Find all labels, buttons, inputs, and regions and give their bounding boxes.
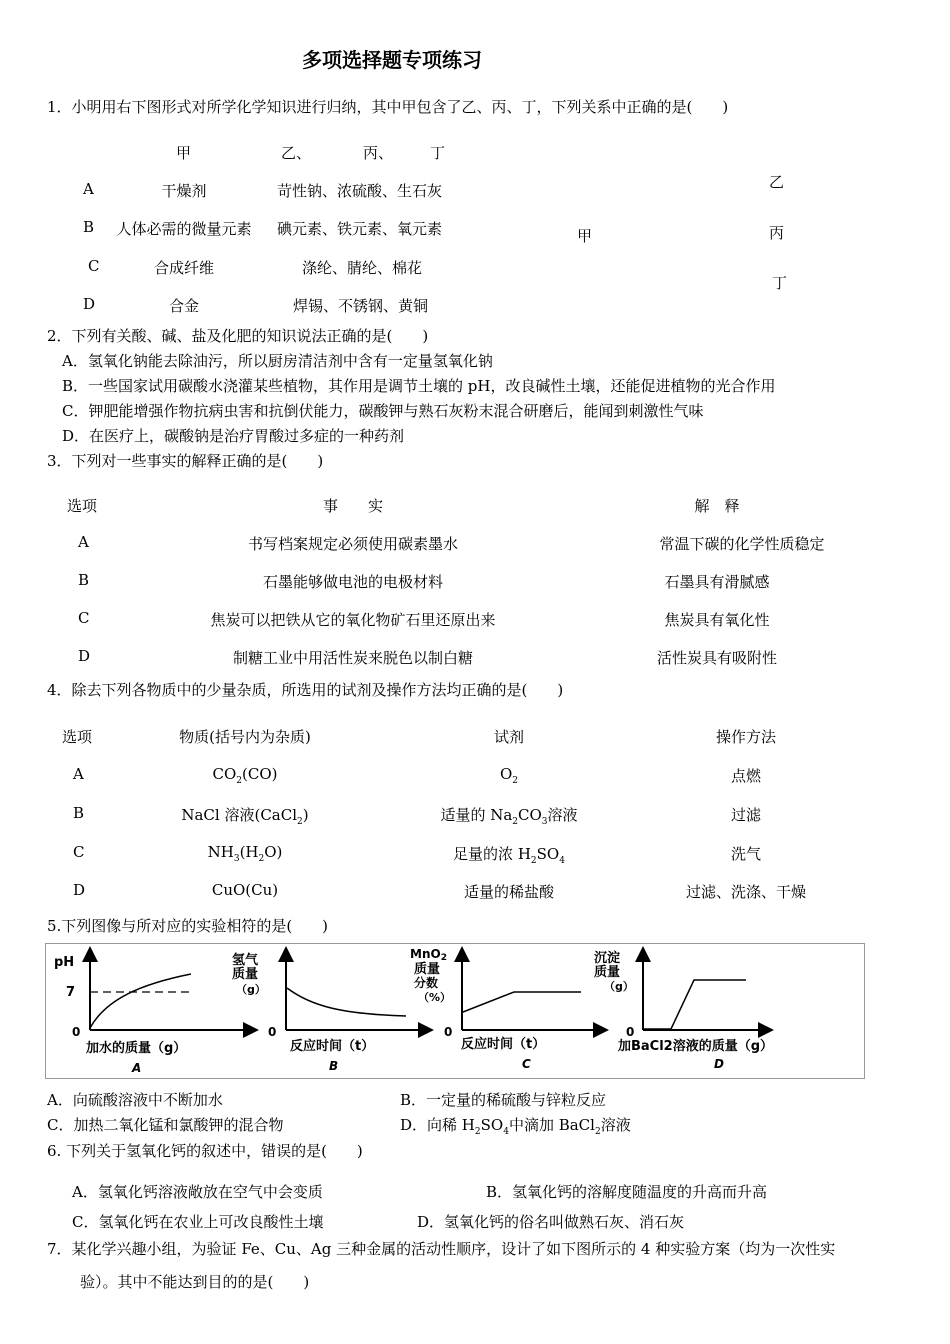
graph-d-curve (644, 980, 746, 1029)
graph-b-letter: B (329, 1059, 339, 1073)
q4-row-d-reagent: 适量的稀盐酸 (463, 883, 555, 901)
q1-row-b-jia: 人体必需的微量元素 (116, 220, 252, 238)
q3-row-d-fact: 制糖工业中用活性炭来脱色以制白糖 (232, 649, 474, 667)
q3-header-option: 选项 (67, 497, 98, 515)
q1-row-c-opt: C (88, 257, 100, 275)
q4-row-b-opt: B (73, 804, 85, 822)
q6-option-b: B．氢氧化钙的溶解度随温度的升高而升高 (486, 1183, 768, 1201)
graph-c-letter: C (522, 1057, 531, 1071)
graph-b-ylabel-2: 质量 (232, 967, 259, 982)
q1-diagram-bing: 丙 (769, 224, 785, 242)
q3-row-b-reason: 石墨具有滑腻感 (664, 573, 770, 591)
q6-stem: 6. 下列关于氢氧化钙的叙述中，错误的是( ) (47, 1142, 363, 1160)
q1-row-a-rest: 苛性钠、浓硫酸、生石灰 (277, 182, 443, 200)
graph-c-ylabel-4: （%） (418, 991, 452, 1004)
q2-option-b: B．一些国家试用碳酸水浇灌某些植物，其作用是调节土壤的 pH，改良碱性土壤，还能促进植物的光合作用 (62, 377, 776, 395)
graph-b-ylabel-1: 氢气 (232, 953, 259, 968)
q1-row-c-rest: 涤纶、腈纶、棉花 (302, 259, 423, 277)
q5-option-c: C．加热二氧化锰和氯酸钾的混合物 (47, 1116, 284, 1134)
q4-row-d-method: 过滤、洗涤、干燥 (685, 883, 807, 901)
q1-row-a-opt: A (83, 180, 94, 198)
q3-row-c-fact: 焦炭可以把铁从它的氧化物矿石里还原出来 (210, 611, 496, 629)
graph-d-letter: D (714, 1057, 724, 1071)
graph-d-xlabel: 加BaCl2溶液的质量（g） (618, 1039, 774, 1054)
q5-stem: 5.下列图像与所对应的实验相符的是( ) (47, 917, 329, 935)
q1-row-d-jia: 合金 (168, 297, 200, 315)
graph-d-ylabel-2: 质量 (594, 965, 621, 980)
graph-b-curve (287, 988, 406, 1016)
page-title: 多项选择题专项练习 (302, 48, 482, 72)
q5-option-d: D．向稀 $H_2SO_4$中滴加 BaCl$_2$溶液 (400, 1116, 631, 1137)
q7-stem-line2: 验）。其中不能达到目的的是( ) (80, 1273, 310, 1291)
q4-row-b-method: 过滤 (730, 806, 762, 824)
q1-stem: 1．小明用右下图形式对所学化学知识进行归纳，其中甲包含了乙、丙、丁，下列关系中正确的是( ) (47, 98, 729, 116)
q6-option-d: D．氢氧化钙的俗名叫做熟石灰、消石灰 (417, 1213, 685, 1231)
q4-header-substance: 物质(括号内为杂质) (179, 728, 311, 746)
q5-option-a: A．向硫酸溶液中不断加水 (47, 1091, 223, 1109)
q4-row-b-substance: NaCl 溶液(CaCl$_2$) (181, 806, 309, 827)
q4-stem: 4．除去下列各物质中的少量杂质，所选用的试剂及操作方法均正确的是( ) (47, 681, 564, 699)
graph-d (594, 950, 773, 1071)
q1-header-yi: 乙、 (281, 144, 312, 162)
q1-row-d-opt: D (83, 295, 96, 313)
q5-graphs-panel (45, 943, 865, 1079)
graph-d-origin: 0 (626, 1025, 635, 1039)
q3-row-b-fact: 石墨能够做电池的电极材料 (262, 573, 444, 591)
q3-row-a-reason: 常温下碳的化学性质稳定 (659, 535, 825, 553)
graph-c-origin: 0 (444, 1025, 453, 1039)
q4-row-b-reagent: 适量的 $Na_2CO_3$溶液 (440, 806, 578, 827)
q1-header-jia: 甲 (176, 144, 192, 162)
graph-c-xlabel: 反应时间（t） (461, 1037, 546, 1052)
graph-a-origin: 0 (72, 1025, 81, 1039)
q4-row-d-opt: D (73, 881, 86, 899)
graph-c-curve (463, 992, 581, 1012)
q1-header-bing: 丙、 (363, 144, 394, 162)
graph-a-ylabel: pH (54, 955, 75, 970)
graph-c (410, 947, 601, 1071)
graph-c-ylabel-3: 分数 (414, 976, 439, 990)
q3-row-c-opt: C (78, 609, 90, 627)
q6-option-c: C．氢氧化钙在农业上可改良酸性土壤 (72, 1213, 324, 1231)
q3-row-d-opt: D (78, 647, 91, 665)
q3-header-fact: 事 实 (322, 497, 384, 515)
graph-b-ylabel-3: （g） (236, 983, 266, 996)
q6-option-a: A．氢氧化钙溶液敞放在空气中会变质 (72, 1183, 323, 1201)
graph-b-xlabel: 反应时间（t） (290, 1039, 375, 1054)
q4-row-c-reagent: 足量的浓 $H_2SO_4$ (453, 845, 565, 866)
q4-row-c-opt: C (73, 843, 85, 861)
q2-option-a: A．氢氧化钠能去除油污，所以厨房清洁剂中含有一定量氢氧化钠 (62, 352, 493, 370)
q3-stem: 3．下列对一些事实的解释正确的是( ) (47, 452, 324, 470)
q3-row-c-reason: 焦炭具有氧化性 (664, 611, 770, 629)
graph-a-letter: A (132, 1061, 142, 1075)
q1-diagram-yi: 乙 (769, 173, 785, 191)
q3-row-d-reason: 活性炭具有吸附性 (656, 649, 778, 667)
q2-option-d: D．在医疗上，碳酸钠是治疗胃酸过多症的一种药剂 (62, 427, 405, 445)
q4-row-a-reagent: $O_2$ (499, 765, 519, 786)
q3-row-a-fact: 书写档案规定必须使用碳素墨水 (247, 535, 459, 553)
q1-header-ding: 丁 (430, 144, 446, 162)
q3-row-b-opt: B (78, 571, 90, 589)
q1-row-d-rest: 焊锡、不锈钢、黄铜 (293, 297, 429, 315)
q4-row-c-substance: $NH_3(H_2O)$ (207, 843, 283, 864)
graph-a (54, 954, 251, 1075)
graph-a-xlabel: 加水的质量（g） (86, 1041, 187, 1056)
q5-option-b: B．一定量的稀硫酸与锌粒反应 (400, 1091, 607, 1109)
q3-row-a-opt: A (78, 533, 89, 551)
q4-row-a-substance: $CO_2(CO)$ (212, 765, 278, 786)
q1-diagram-ding: 丁 (772, 274, 788, 292)
graph-c-ylabel-2: 质量 (414, 962, 441, 977)
q2-stem: 2．下列有关酸、碱、盐及化肥的知识说法正确的是( ) (47, 327, 429, 345)
q1-row-a-jia: 干燥剂 (161, 182, 207, 200)
graph-d-ylabel-1: 沉淀 (594, 951, 621, 966)
q3-header-reason: 解 释 (694, 497, 740, 515)
q4-row-d-substance: CuO(Cu) (211, 881, 279, 899)
graph-d-ylabel-3: （g） (604, 980, 634, 993)
q7-stem-line1: 7．某化学兴趣小组，为验证 Fe、Cu、Ag 三种金属的活动性顺序，设计了如下图所示的 4 种实验方案（均为一次性实 (47, 1240, 836, 1258)
graph-c-ylabel-1: MnO2 (410, 947, 447, 963)
q4-header-method: 操作方法 (715, 728, 777, 746)
q1-diagram-jia: 甲 (577, 227, 593, 245)
q5-graphs-svg (46, 944, 864, 1078)
q2-option-c: C．钾肥能增强作物抗病虫害和抗倒伏能力，碳酸钾与熟石灰粉末混合研磨后，能闻到刺激性气味 (62, 402, 704, 420)
graph-b (232, 952, 426, 1073)
graph-a-mark: 7 (66, 985, 76, 1000)
q4-row-a-method: 点燃 (730, 767, 762, 785)
q4-row-c-method: 洗气 (730, 845, 762, 863)
q4-row-a-opt: A (73, 765, 84, 783)
q4-header-option: 选项 (62, 728, 93, 746)
q1-row-c-jia: 合成纤维 (153, 259, 215, 277)
q4-header-reagent: 试剂 (493, 728, 525, 746)
graph-b-origin: 0 (268, 1025, 277, 1039)
q1-row-b-opt: B (83, 218, 95, 236)
q1-row-b-rest: 碘元素、铁元素、氧元素 (277, 220, 443, 238)
graph-a-curve (90, 974, 191, 1028)
